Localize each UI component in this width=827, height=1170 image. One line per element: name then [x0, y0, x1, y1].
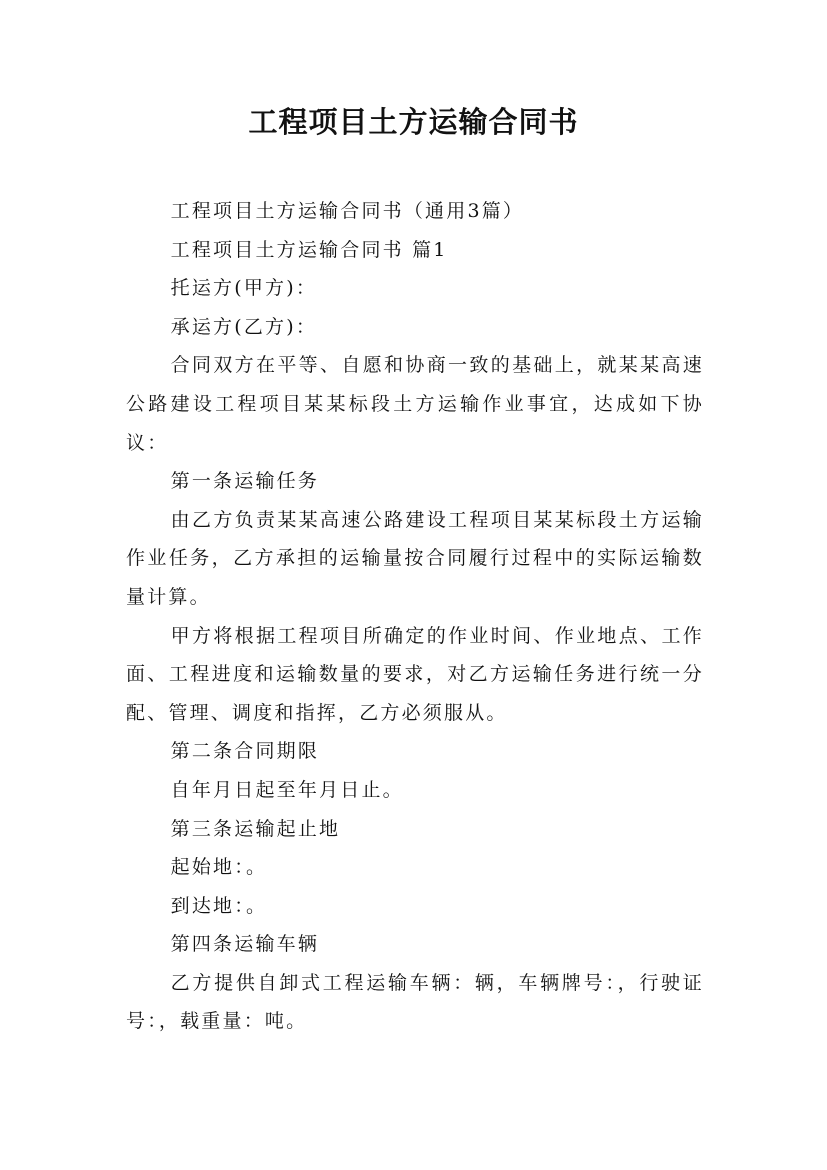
paragraph-preamble: 合同双方在平等、自愿和协商一致的基础上，就某某高速公路建设工程项目某某标段土方运输作业事宜，达成如下协议：: [126, 354, 704, 454]
document-body: [126, 192, 704, 1041]
section-heading-4: 第四条运输车辆: [170, 933, 320, 956]
section-heading-3: 第三条运输起止地: [170, 817, 341, 840]
document-title: 工程项目土方运输合同书: [248, 105, 579, 139]
paragraph-vehicles: 乙方提供自卸式工程运输车辆：辆，车辆牌号：，行驶证号：，载重量：吨。: [126, 971, 704, 1033]
paragraph-article-heading: 工程项目土方运输合同书 篇1: [170, 238, 448, 261]
paragraph-task-1: 由乙方负责某某高速公路建设工程项目某某标段土方运输作业任务，乙方承担的运输量按合同履行过程中的实际运输数量计算。: [126, 508, 704, 608]
section-heading-2: 第二条合同期限: [170, 740, 320, 763]
paragraph-destination: 到达地：。: [170, 894, 268, 917]
section-heading-1: 第一条运输任务: [170, 470, 320, 493]
paragraph-origin: 起始地：。: [170, 856, 268, 879]
paragraph-task-2: 甲方将根据工程项目所确定的作业时间、作业地点、工作面、工程进度和运输数量的要求，对乙方运输任务进行统一分配、管理、调度和指挥，乙方必须服从。: [126, 624, 704, 724]
paragraph-party-b: 承运方(乙方)：: [170, 315, 318, 338]
paragraph-party-a: 托运方(甲方)：: [170, 277, 318, 300]
paragraph-term: 自年月日起至年月日止。: [170, 778, 404, 801]
paragraph-subtitle: 工程项目土方运输合同书（通用3篇）: [170, 200, 525, 222]
